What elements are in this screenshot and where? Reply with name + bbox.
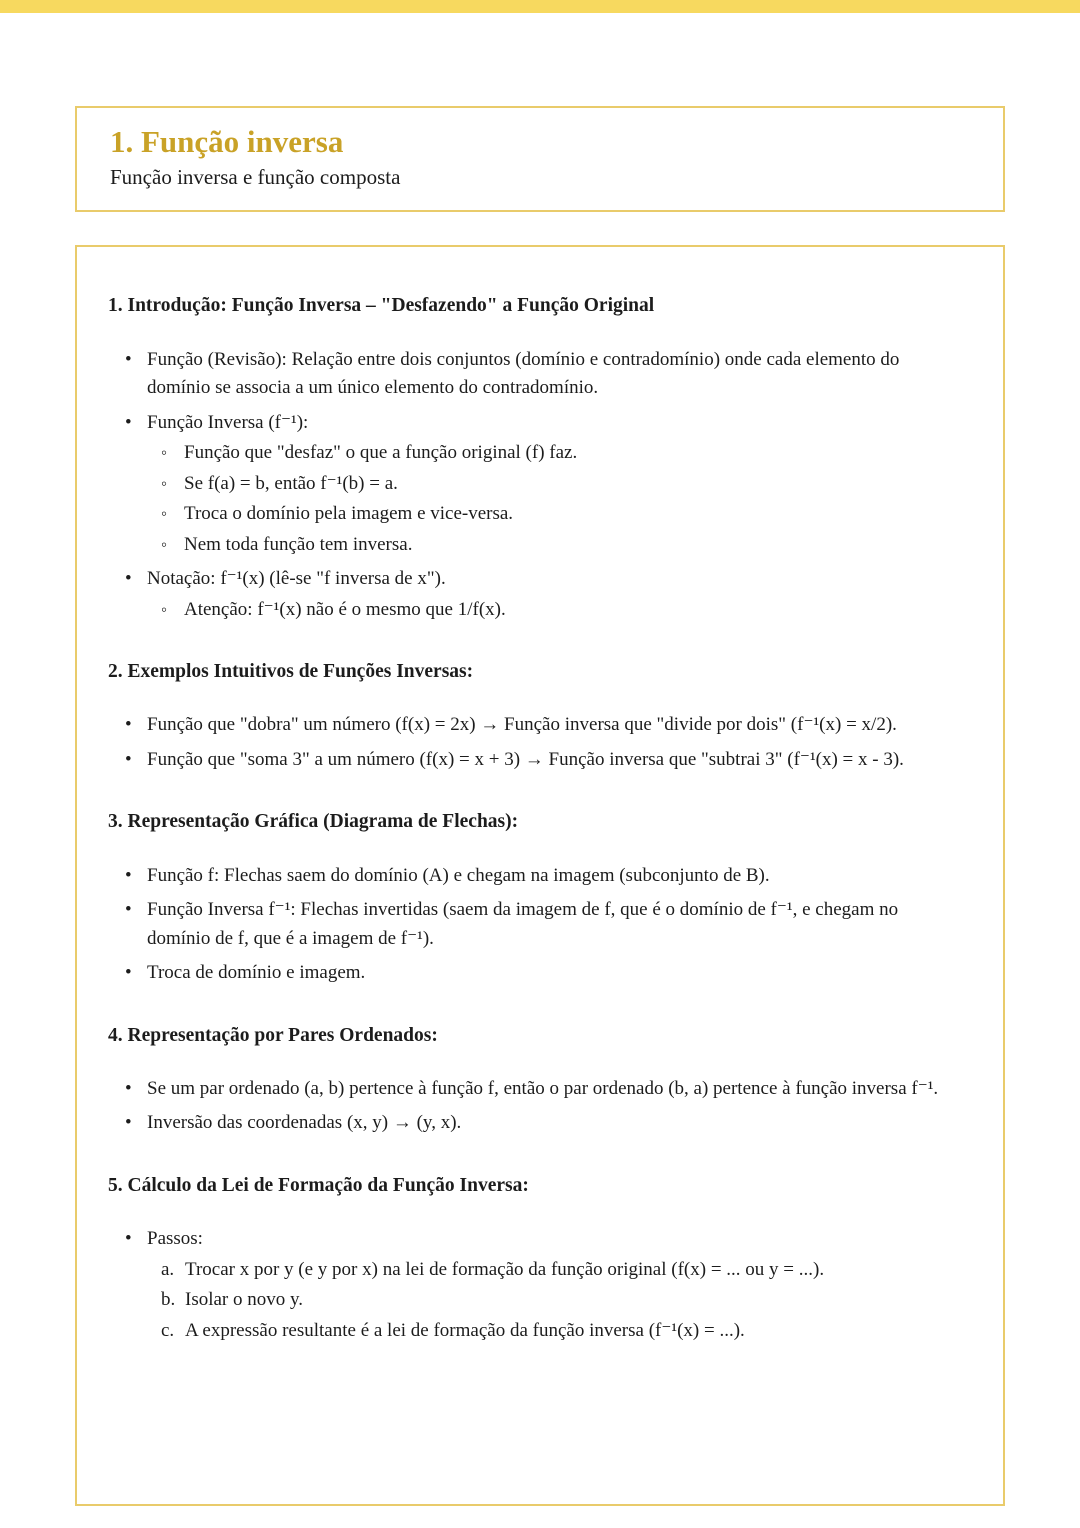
sub-item-text: Isolar o novo y. bbox=[185, 1289, 304, 1311]
list-item-text: Passos: bbox=[147, 1228, 203, 1250]
sub-item-row bbox=[161, 1256, 963, 1285]
sub-item-row bbox=[161, 1286, 963, 1315]
sub-list-item bbox=[161, 470, 963, 499]
page-subtitle: Função inversa e função composta bbox=[110, 165, 401, 190]
sub-list-item bbox=[161, 531, 963, 560]
sub-item-row bbox=[161, 1317, 963, 1346]
sub-item-row bbox=[161, 470, 963, 499]
bullet-disc-icon: • bbox=[125, 1112, 132, 1134]
sub-item-text: Troca o domínio pela imagem e vice-versa. bbox=[184, 503, 514, 525]
bullet-circle-icon: ◦ bbox=[161, 504, 168, 524]
list-item-text: Função (Revisão): Relação entre dois conjuntos (domínio e contradomínio) onde cada elemento do domínio se associa a um único elemento do contradomínio. bbox=[147, 348, 900, 399]
bullet-disc-icon: • bbox=[125, 411, 132, 433]
bullet-disc-icon: • bbox=[125, 864, 132, 886]
list-item-row bbox=[125, 1225, 963, 1254]
sub-list-item bbox=[161, 1286, 963, 1315]
bullet-disc-icon: • bbox=[125, 348, 132, 370]
title-box bbox=[75, 106, 1005, 212]
bullet-disc-icon: • bbox=[125, 714, 132, 736]
bullet-list bbox=[108, 346, 963, 625]
list-item-row bbox=[125, 409, 963, 438]
sub-list bbox=[125, 596, 963, 625]
list-item-text: Notação: f⁻¹(x) (lê-se "f inversa de x"). bbox=[147, 568, 446, 590]
sub-list-item bbox=[161, 439, 963, 468]
list-item-text: Função que "dobra" um número (f(x) = 2x) → Função inversa que "divide por dois" (f⁻¹(x) = x/2). bbox=[147, 714, 897, 736]
sub-list-item bbox=[161, 1256, 963, 1285]
sub-item-text: Atenção: f⁻¹(x) não é o mesmo que 1/f(x). bbox=[184, 598, 506, 620]
list-item-text: Função Inversa (f⁻¹): bbox=[147, 411, 309, 433]
bullet-circle-icon: ◦ bbox=[161, 599, 168, 619]
bullet-circle-icon: ◦ bbox=[161, 534, 168, 554]
list-item-text: Função f: Flechas saem do domínio (A) e chegam na imagem (subconjunto de B). bbox=[147, 864, 770, 886]
bullet-disc-icon: • bbox=[125, 1077, 132, 1099]
page-title: 1. Função inversa bbox=[110, 124, 344, 159]
bullet-list bbox=[108, 1075, 963, 1138]
content-sections bbox=[108, 291, 963, 1345]
bullet-list bbox=[108, 1225, 963, 1345]
list-item-row bbox=[125, 1075, 963, 1104]
list-item-row bbox=[125, 746, 963, 775]
sub-item-text: Função que "desfaz" o que a função original (f) faz. bbox=[184, 442, 578, 464]
list-item bbox=[125, 959, 963, 988]
sub-item-row bbox=[161, 531, 963, 560]
list-item bbox=[125, 1225, 963, 1345]
bullet-circle-icon: ◦ bbox=[161, 443, 168, 463]
list-item-text: Função Inversa f⁻¹: Flechas invertidas (saem da imagem de f, que é o domínio de f⁻¹, e chegam no domínio de f, que é a imagem de f⁻¹). bbox=[147, 899, 899, 949]
sub-list-item bbox=[161, 500, 963, 529]
section-heading: 3. Representação Gráfica (Diagrama de Flechas): bbox=[108, 811, 519, 833]
top-accent-bar bbox=[0, 0, 1080, 13]
document-page bbox=[0, 106, 1080, 1506]
section-heading: 5. Cálculo da Lei de Formação da Função Inversa: bbox=[108, 1174, 529, 1196]
list-item bbox=[125, 565, 963, 624]
list-item-text: Troca de domínio e imagem. bbox=[147, 962, 366, 984]
content-box bbox=[75, 245, 1005, 1506]
sub-list bbox=[125, 439, 963, 559]
list-item bbox=[125, 711, 963, 740]
list-item-text: Se um par ordenado (a, b) pertence à função f, então o par ordenado (b, a) pertence à função inversa f⁻¹. bbox=[147, 1077, 939, 1099]
section-heading: 4. Representação por Pares Ordenados: bbox=[108, 1024, 438, 1046]
bullet-disc-icon: • bbox=[125, 748, 132, 770]
list-item-row bbox=[125, 711, 963, 740]
letter-marker: a. bbox=[161, 1258, 175, 1280]
list-item-row bbox=[125, 959, 963, 988]
bullet-list bbox=[108, 862, 963, 988]
list-item-row bbox=[125, 896, 963, 953]
section-heading: 2. Exemplos Intuitivos de Funções Inversas: bbox=[108, 661, 474, 683]
sub-item-text: Nem toda função tem inversa. bbox=[184, 533, 413, 555]
section-heading: 1. Introdução: Função Inversa – "Desfazendo" a Função Original bbox=[108, 295, 655, 317]
bullet-disc-icon: • bbox=[125, 1228, 132, 1250]
sub-list bbox=[125, 1256, 963, 1346]
list-item-text: Inversão das coordenadas (x, y) → (y, x). bbox=[147, 1112, 462, 1134]
list-item bbox=[125, 862, 963, 891]
list-item bbox=[125, 409, 963, 560]
list-item-row bbox=[125, 1109, 963, 1138]
sub-list-item bbox=[161, 596, 963, 625]
sub-item-text: Se f(a) = b, então f⁻¹(b) = a. bbox=[184, 472, 398, 494]
list-item-text: Função que "soma 3" a um número (f(x) = x + 3) → Função inversa que "subtrai 3" (f⁻¹(x) = x - 3). bbox=[147, 748, 904, 770]
list-item-row bbox=[125, 565, 963, 594]
sub-item-text: Trocar x por y (e y por x) na lei de formação da função original (f(x) = ... ou y = ...). bbox=[185, 1258, 825, 1280]
list-item bbox=[125, 1109, 963, 1138]
list-item-row bbox=[125, 346, 963, 403]
sub-item-row bbox=[161, 439, 963, 468]
list-item bbox=[125, 896, 963, 953]
bullet-list bbox=[108, 711, 963, 774]
bullet-disc-icon: • bbox=[125, 568, 132, 590]
bullet-disc-icon: • bbox=[125, 962, 132, 984]
sub-item-row bbox=[161, 500, 963, 529]
sub-item-row bbox=[161, 596, 963, 625]
sub-list-item bbox=[161, 1317, 963, 1346]
bullet-disc-icon: • bbox=[125, 899, 132, 921]
list-item bbox=[125, 746, 963, 775]
list-item-row bbox=[125, 862, 963, 891]
list-item bbox=[125, 346, 963, 403]
sub-item-text: A expressão resultante é a lei de formação da função inversa (f⁻¹(x) = ...). bbox=[185, 1319, 745, 1341]
bullet-circle-icon: ◦ bbox=[161, 473, 168, 493]
list-item bbox=[125, 1075, 963, 1104]
letter-marker: b. bbox=[161, 1289, 176, 1311]
letter-marker: c. bbox=[161, 1319, 175, 1341]
